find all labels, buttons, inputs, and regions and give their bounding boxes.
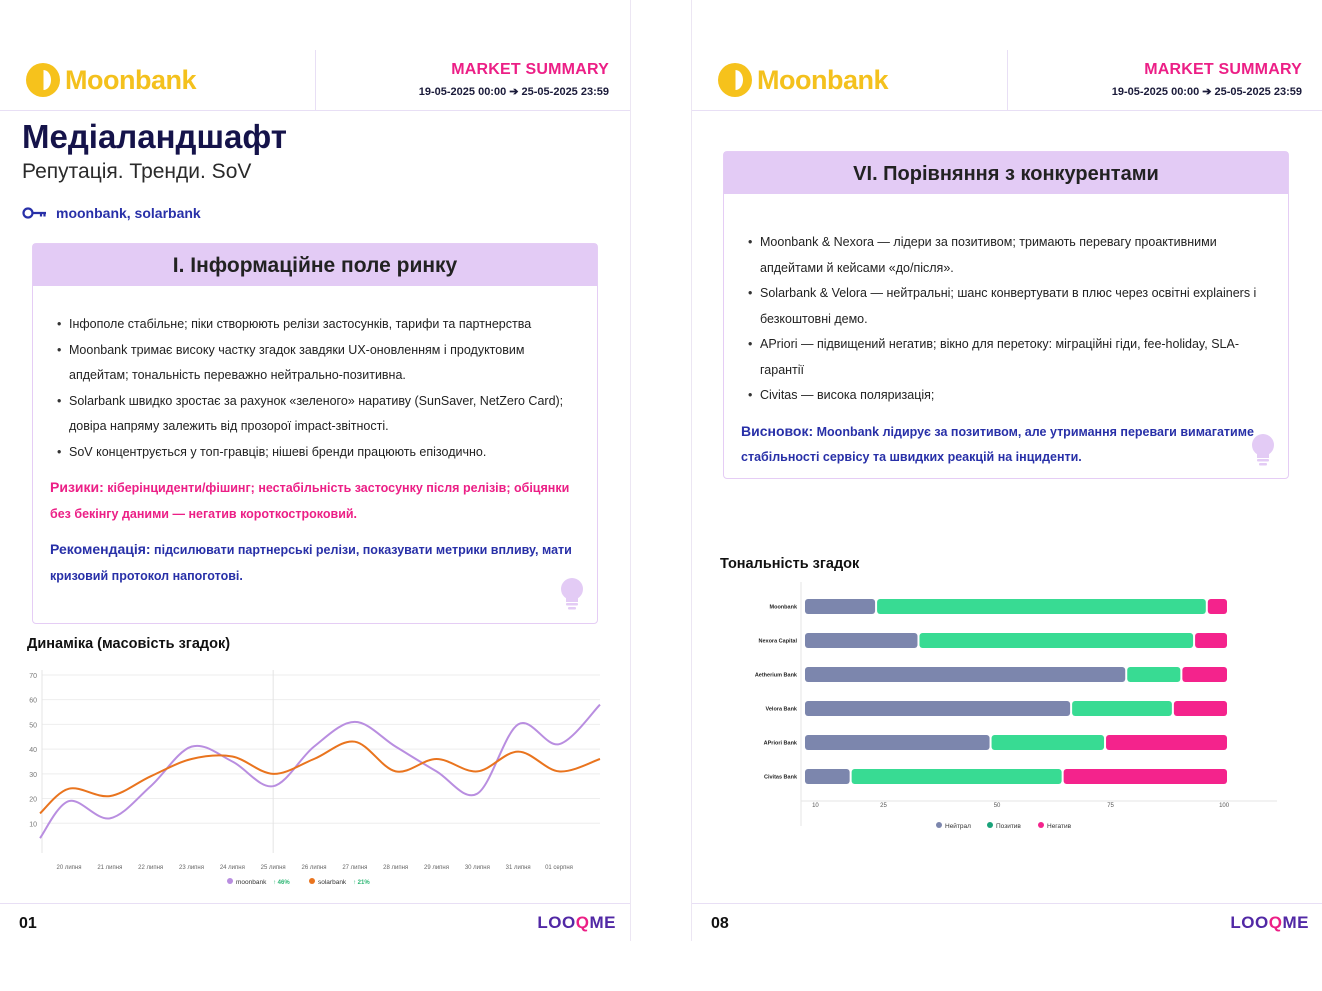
x-tick-label: 25 липня <box>260 865 286 871</box>
x-tick-label: 21 липня <box>97 865 123 871</box>
x-tick-label: 75 <box>1107 803 1114 809</box>
x-tick-label: 100 <box>1219 803 1230 809</box>
market-summary-title: MARKET SUMMARY <box>451 61 609 78</box>
section-title: I. Інформаційне поле ринку <box>33 244 597 286</box>
looqme-logo <box>1230 913 1309 933</box>
x-tick-label: 24 липня <box>219 865 245 871</box>
legend-label: solarbank <box>318 879 347 886</box>
x-tick-label: 30 липня <box>464 865 490 871</box>
category-label: Nexora Capital <box>758 638 797 645</box>
x-tick-label: 26 липня <box>301 865 327 871</box>
page-right <box>691 0 1322 941</box>
looqme-logo-part: LOO <box>1230 913 1269 932</box>
Позитив-bar <box>919 633 1193 648</box>
page-footer <box>0 903 630 942</box>
category-label: Aetherium Bank <box>754 672 797 679</box>
looqme-logo-part: ME <box>589 913 616 932</box>
moon-logo-icon <box>718 63 752 97</box>
y-tick-label: 50 <box>29 722 37 730</box>
category-label: Civitas Bank <box>763 774 797 781</box>
competitors-box <box>723 151 1289 479</box>
x-tick-label: 10 <box>812 803 819 809</box>
legend-marker <box>227 878 233 884</box>
x-tick-label: 29 липня <box>423 865 450 871</box>
looqme-logo <box>537 913 616 933</box>
y-tick-label: 40 <box>29 747 37 755</box>
page-title: Медіаландшафт <box>22 118 287 155</box>
risks-paragraph <box>50 475 583 527</box>
Позитив-bar <box>992 735 1104 750</box>
looqme-logo-q: Q <box>1268 913 1283 932</box>
legend-label: moonbank <box>236 879 267 886</box>
brand-name: Moonbank <box>757 64 888 95</box>
Позитив-bar <box>1127 667 1180 682</box>
Позитив-bar <box>852 769 1062 784</box>
Нейтрал-bar <box>805 599 875 614</box>
legend-marker <box>936 822 942 828</box>
risks-text: кіберінциденти/фішинг; нестабільність застосунку після релізів; обіцянки без бекінгу даними — негатив короткостроковий. <box>50 481 570 521</box>
report-period: 19-05-2025 00:00 ➔ 25-05-2025 23:59 <box>418 86 609 98</box>
bullet-list <box>33 312 597 465</box>
legend-label: Нейтрал <box>945 823 971 830</box>
recommendation-label: Рекомендація: <box>50 541 151 557</box>
x-tick-label: 01 серпня <box>545 865 573 871</box>
list-item: • SoV концентрується у топ-гравців; нішеві бренди працюють епізодично. <box>69 440 583 466</box>
x-tick-label: 50 <box>993 803 1001 809</box>
brand-logo <box>26 60 196 100</box>
y-tick-label: 20 <box>29 796 37 804</box>
y-tick-label: 10 <box>29 821 37 829</box>
looqme-logo-part: ME <box>1282 913 1309 932</box>
chart-title: Тональність згадок <box>720 556 860 572</box>
list-item: • Solarbank & Velora — нейтральні; шанс конвертувати в плюс через освітні explainers і безкоштовні демо. <box>760 281 1278 332</box>
Нейтрал-bar <box>805 769 850 784</box>
y-tick-label: 70 <box>29 672 37 680</box>
legend-marker <box>987 822 993 828</box>
x-tick-label: 31 липня <box>505 865 531 871</box>
looqme-logo-q: Q <box>575 913 590 932</box>
lightbulb-icon <box>560 577 584 611</box>
Негатив-bar <box>1174 701 1227 716</box>
market-summary-title: MARKET SUMMARY <box>1144 61 1302 78</box>
legend-marker <box>309 878 315 884</box>
Негатив-bar <box>1208 599 1227 614</box>
Негатив-bar <box>1195 633 1227 648</box>
conclusion-label: Висновок: <box>741 422 814 439</box>
section-title: VI. Порівняння з конкурентами <box>724 152 1288 194</box>
list-item: • Moonbank & Nexora — лідери за позитивом; тримають перевагу проактивними апдейтами й кейсами «до/після». <box>760 230 1278 281</box>
key-icon <box>22 206 48 220</box>
y-tick-label: 30 <box>29 771 37 779</box>
category-label: Moonbank <box>769 604 797 611</box>
bullet-list <box>724 230 1288 409</box>
y-tick-label: 60 <box>29 697 37 705</box>
Нейтрал-bar <box>805 633 917 648</box>
x-tick-label: 28 липня <box>383 865 409 871</box>
page-footer <box>692 903 1322 942</box>
Негатив-bar <box>1064 769 1227 784</box>
solarbank-series-line <box>40 741 600 813</box>
x-tick-label: 22 липня <box>138 865 164 871</box>
legend-label: Негатив <box>1047 823 1072 830</box>
market-info-box <box>32 243 598 624</box>
page-subtitle: Репутація. Тренди. SoV <box>22 160 252 183</box>
page-left <box>0 0 631 941</box>
conclusion-text: Moonbank лідирує за позитивом, але утримання переваги вимагатиме стабільності сервісу та швидких реакцій на інциденти. <box>741 424 1254 464</box>
lightbulb-icon <box>1251 433 1275 467</box>
header-divider <box>1007 50 1008 110</box>
sentiment-bar-chart <box>717 582 1317 842</box>
risks-label: Ризики: <box>50 479 104 495</box>
keywords-text: moonbank, solarbank <box>56 205 201 221</box>
recommendation-text: підсилювати партнерські релізи, показувати метрики впливу, мати кризовий протокол напоготові. <box>50 543 572 583</box>
moon-logo-icon <box>26 63 60 97</box>
legend-change: ↑ 46% <box>273 880 290 886</box>
mentions-line-chart <box>25 665 625 895</box>
legend-change: ↑ 21% <box>353 880 370 886</box>
brand-name: Moonbank <box>65 64 196 95</box>
Позитив-bar <box>1072 701 1172 716</box>
x-tick-label: 23 липня <box>178 865 205 871</box>
category-label: Velora Bank <box>765 706 797 713</box>
report-period: 19-05-2025 00:00 ➔ 25-05-2025 23:59 <box>1111 86 1302 98</box>
Негатив-bar <box>1106 735 1227 750</box>
page-header <box>0 0 630 111</box>
keywords <box>22 205 201 221</box>
page-header <box>692 0 1322 111</box>
list-item: • Solarbank швидко зростає за рахунок «зеленого» наративу (SunSaver, NetZero Card); довіра напряму залежить від прозорої impact-звітності. <box>69 389 583 440</box>
conclusion-paragraph <box>741 419 1274 471</box>
brand-logo <box>718 60 888 100</box>
Позитив-bar <box>877 599 1206 614</box>
category-label: APriori Bank <box>763 740 797 747</box>
x-tick-label: 27 липня <box>342 865 368 871</box>
recommendation-paragraph <box>50 537 583 589</box>
page-number: 08 <box>711 915 729 932</box>
list-item: • Civitas — висока поляризація; <box>760 383 1278 409</box>
list-item: • APriori — підвищений негатив; вікно для перетоку: міграційні гіди, fee-holiday, SLA-гарантії <box>760 332 1278 383</box>
looqme-logo-part: LOO <box>537 913 576 932</box>
legend-marker <box>1038 822 1044 828</box>
list-item: • Інфополе стабільне; піки створюють релізи застосунків, тарифи та партнерства <box>69 312 583 338</box>
legend-label: Позитив <box>996 823 1021 830</box>
Негатив-bar <box>1182 667 1227 682</box>
x-tick-label: 20 липня <box>56 865 82 871</box>
Нейтрал-bar <box>805 735 990 750</box>
x-tick-label: 25 <box>880 803 887 809</box>
page-number: 01 <box>19 915 37 932</box>
Нейтрал-bar <box>805 667 1125 682</box>
list-item: • Moonbank тримає високу частку згадок завдяки UX-оновленням і продуктовим апдейтам; тональність переважно нейтрально-позитивна. <box>69 338 583 389</box>
header-divider <box>315 50 316 110</box>
chart-title: Динаміка (масовість згадок) <box>27 636 231 652</box>
Нейтрал-bar <box>805 701 1070 716</box>
